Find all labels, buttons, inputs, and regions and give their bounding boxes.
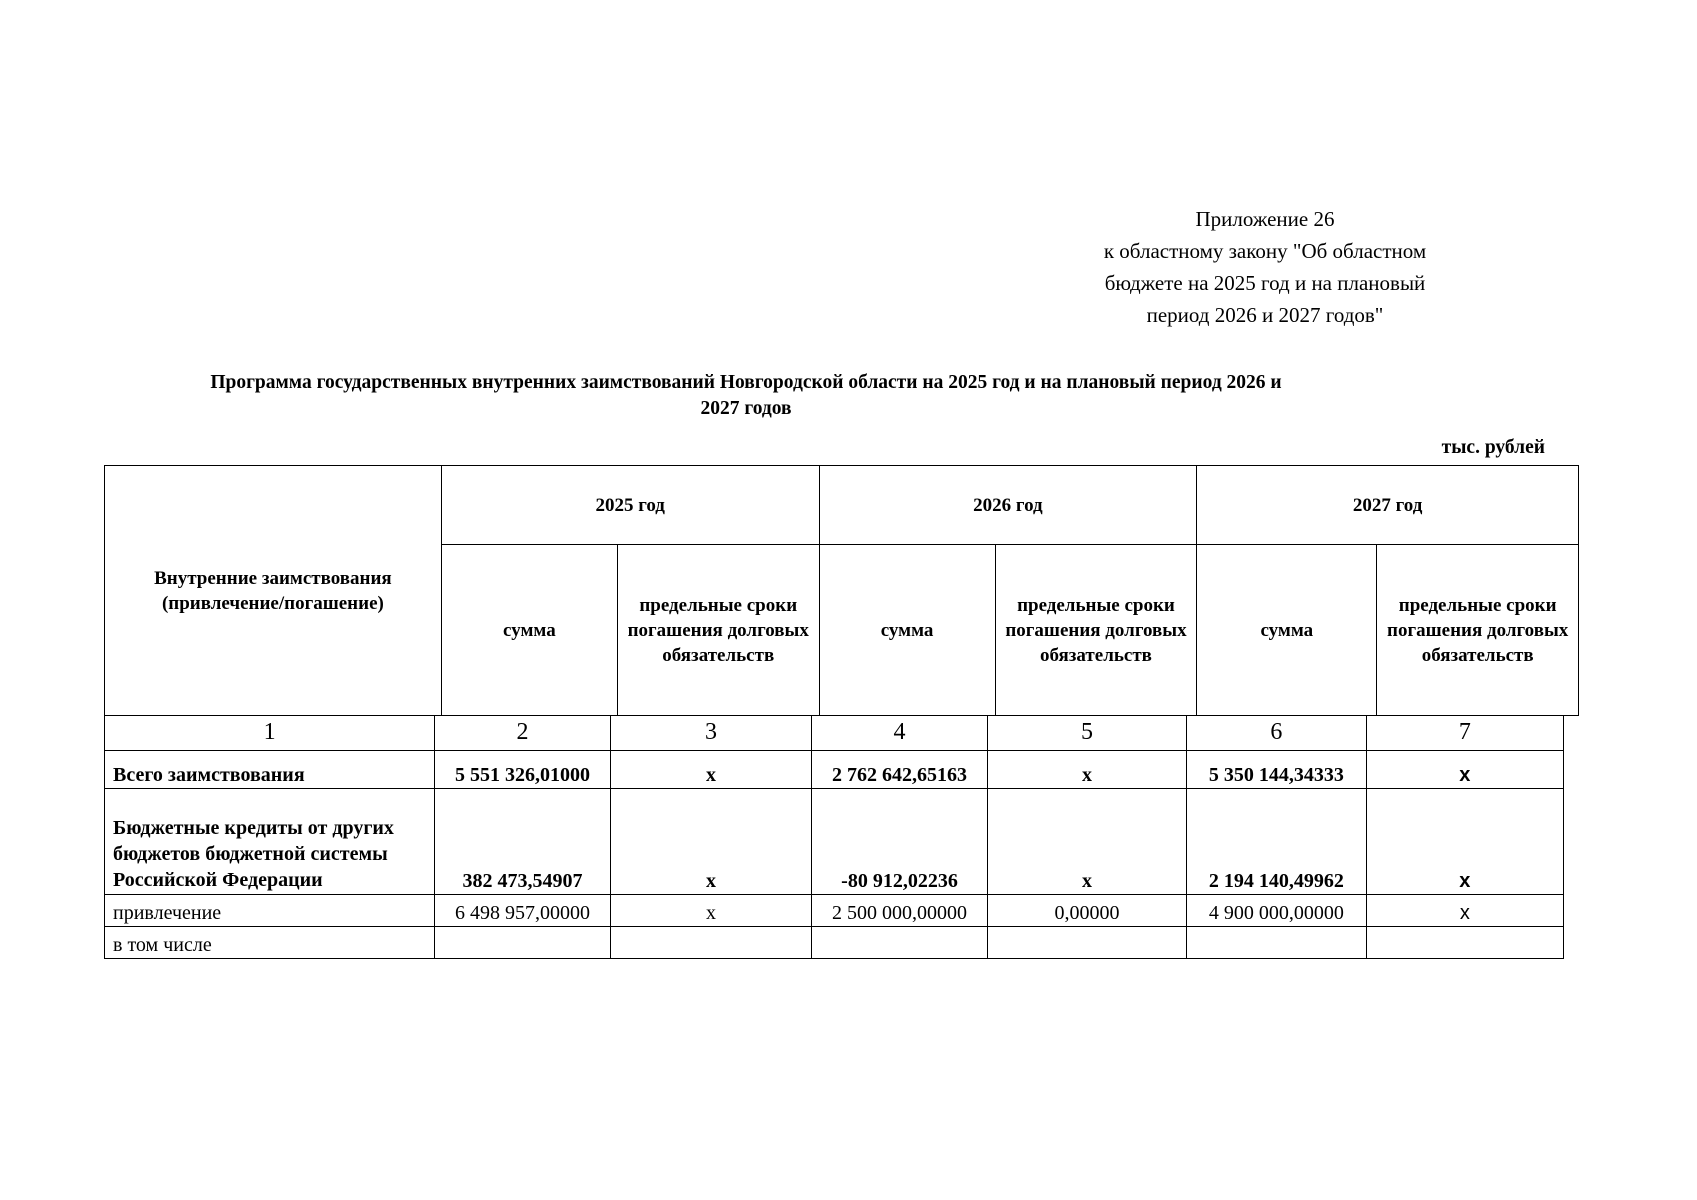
header-sum-2025: сумма <box>441 545 617 716</box>
column-number: 6 <box>1186 716 1366 751</box>
cell-sum-2026: -80 912,02236 <box>812 789 988 895</box>
column-number: 7 <box>1366 716 1563 751</box>
column-number: 1 <box>105 716 435 751</box>
table-row-budget-credits <box>105 789 1564 895</box>
header-term-2026: предельные сроки погашения долговых обязательств <box>995 545 1197 716</box>
header-year-2025: 2025 год <box>441 466 819 545</box>
data-table <box>104 715 1564 959</box>
title-line-1: Программа государственных внутренних заимствований Новгородской области на 2025 год и на плановый период 2026 и <box>210 372 1282 393</box>
cell-term-2026: х <box>987 789 1186 895</box>
appendix-line: Приложение 26 <box>1195 207 1335 231</box>
cell-term-2027: х <box>1366 751 1563 789</box>
cell-sum-2026 <box>812 927 988 959</box>
title-line-2: 2027 годов <box>700 398 792 419</box>
header-table <box>104 465 1579 716</box>
cell-sum-2025: 5 551 326,01000 <box>435 751 611 789</box>
header-sum-2026: сумма <box>819 545 995 716</box>
row-label: привлечение <box>105 895 435 927</box>
cell-sum-2027: 5 350 144,34333 <box>1186 751 1366 789</box>
cell-sum-2025: 6 498 957,00000 <box>435 895 611 927</box>
cell-term-2027: х <box>1366 895 1563 927</box>
cell-term-2026: х <box>987 751 1186 789</box>
header-term-2025: предельные сроки погашения долговых обязательств <box>617 545 819 716</box>
cell-term-2025: х <box>610 751 811 789</box>
cell-term-2025: х <box>610 789 811 895</box>
appendix-line: к областному закону "Об областном <box>1103 239 1427 263</box>
column-numbers-row <box>105 716 1564 751</box>
appendix-line: бюджете на 2025 год и на плановый <box>1104 271 1426 295</box>
appendix-line: период 2026 и 2027 годов" <box>1146 303 1384 327</box>
cell-term-2026: 0,00000 <box>987 895 1186 927</box>
table-row-attraction <box>105 895 1564 927</box>
cell-sum-2026: 2 762 642,65163 <box>812 751 988 789</box>
column-number: 4 <box>812 716 988 751</box>
cell-sum-2026: 2 500 000,00000 <box>812 895 988 927</box>
appendix-note <box>1070 203 1460 331</box>
column-number: 5 <box>987 716 1186 751</box>
cell-term-2027 <box>1366 927 1563 959</box>
cell-sum-2027: 4 900 000,00000 <box>1186 895 1366 927</box>
row-label: Бюджетные кредиты от других бюджетов бюджетной системы Российской Федерации <box>105 789 435 895</box>
row-label: в том числе <box>105 927 435 959</box>
cell-sum-2027 <box>1186 927 1366 959</box>
header-term-2027: предельные сроки погашения долговых обязательств <box>1377 545 1579 716</box>
header-year-2027: 2027 год <box>1197 466 1579 545</box>
cell-sum-2025 <box>435 927 611 959</box>
column-number: 3 <box>610 716 811 751</box>
cell-term-2027: х <box>1366 789 1563 895</box>
cell-sum-2027: 2 194 140,49962 <box>1186 789 1366 895</box>
document-title <box>96 370 1396 422</box>
units-label: тыс. рублей <box>1441 437 1545 458</box>
table-row-including <box>105 927 1564 959</box>
header-year-2026: 2026 год <box>819 466 1197 545</box>
column-number: 2 <box>435 716 611 751</box>
cell-term-2025 <box>610 927 811 959</box>
cell-term-2026 <box>987 927 1186 959</box>
table-row-total <box>105 751 1564 789</box>
cell-term-2025: х <box>610 895 811 927</box>
header-row-label: Внутренние заимствования (привлечение/погашение) <box>105 466 442 716</box>
row-label: Всего заимствования <box>105 751 435 789</box>
cell-sum-2025: 382 473,54907 <box>435 789 611 895</box>
header-sum-2027: сумма <box>1197 545 1377 716</box>
